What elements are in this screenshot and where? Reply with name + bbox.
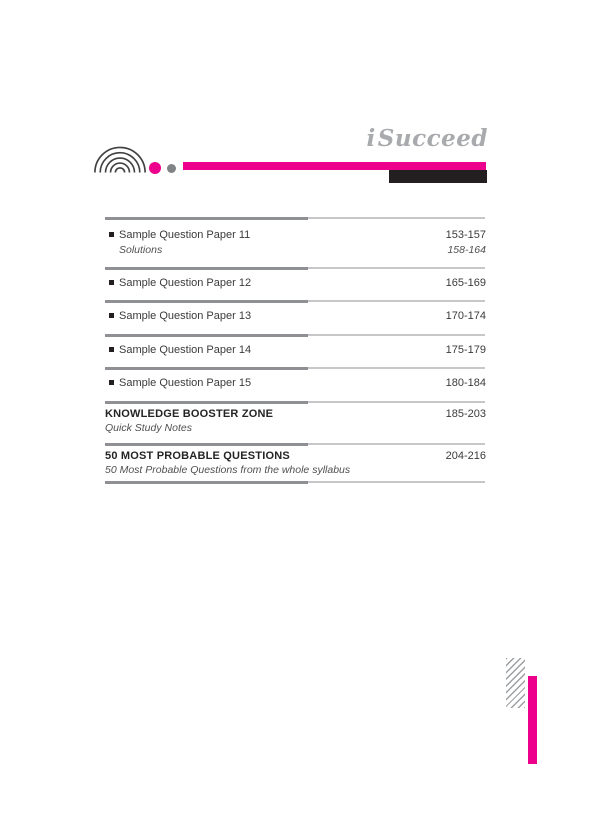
toc-row [105,376,486,390]
toc-section-subtitle: 50 Most Probable Questions from the whole syllabus [105,464,351,476]
logo-name: Succeed [377,125,488,152]
toc-row [105,228,486,242]
toc-row [105,276,486,290]
toc-section-subtitle: Quick Study Notes [105,422,192,434]
toc-row [105,309,486,323]
toc-row-subtitle [105,243,486,257]
toc-item-pages: 180-184 [445,377,486,389]
accent-vertical-bar [528,676,537,764]
brand-logo [367,127,488,150]
toc-section-title: 50 MOST PROBABLE QUESTIONS [105,450,290,462]
toc-rule [105,217,485,220]
toc-rule [105,443,485,446]
toc-section-subtitle-row [105,463,486,477]
toc-item-title: Sample Question Paper 15 [105,376,251,390]
toc-item-subtitle-pages: 158-164 [447,244,486,256]
toc-rule [105,334,485,337]
toc-item-title: Sample Question Paper 11 [105,228,250,242]
accent-horizontal-bar [183,162,486,170]
toc-item-title: Sample Question Paper 14 [105,343,251,357]
toc-item-pages: 165-169 [445,277,486,289]
toc-section-title: KNOWLEDGE BOOSTER ZONE [105,408,274,420]
square-bullet-icon [109,280,114,285]
toc-item-title: Sample Question Paper 12 [105,276,251,290]
toc-section-row [105,449,486,463]
toc-rule [105,481,485,484]
toc-item-pages: 153-157 [445,229,486,241]
toc-item-pages: 175-179 [445,344,486,356]
toc-rule [105,367,485,370]
toc-item-pages: 170-174 [445,310,486,322]
gray-dot-icon [167,164,176,173]
square-bullet-icon [109,347,114,352]
square-bullet-icon [109,232,114,237]
logo-i: i [366,125,376,152]
toc-section-pages: 204-216 [445,450,486,462]
diagonal-hatch-pattern [506,658,525,708]
concentric-arcs-icon [92,145,148,173]
square-bullet-icon [109,380,114,385]
toc-rule [105,401,485,404]
toc-rule [105,300,485,303]
dark-horizontal-bar [389,170,487,183]
toc-row [105,343,486,357]
toc-item-subtitle: Solutions [119,244,163,256]
toc-section-subtitle-row [105,421,486,435]
toc-rule [105,267,485,270]
toc-section-pages: 185-203 [445,408,486,420]
accent-dot-icon [149,162,161,174]
toc-item-title: Sample Question Paper 13 [105,309,251,323]
square-bullet-icon [109,313,114,318]
toc-section-row [105,407,486,421]
